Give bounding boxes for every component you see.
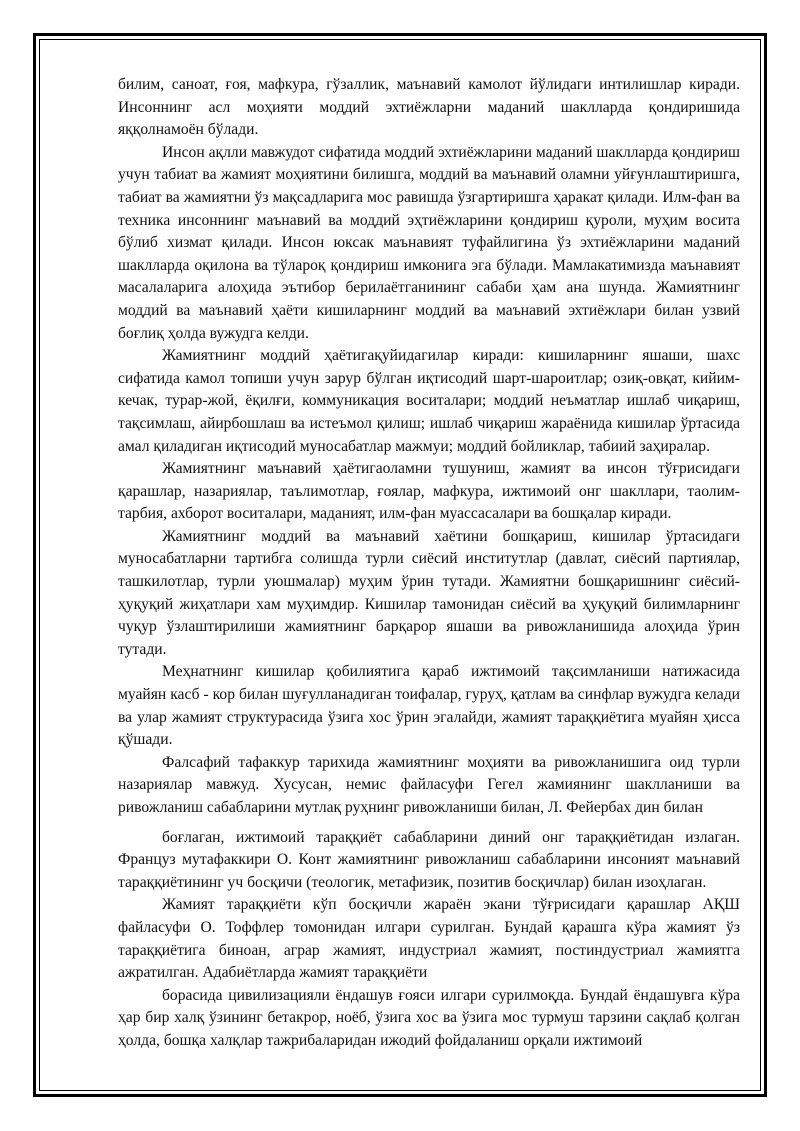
- paragraph-6: Меҳнатнинг кишилар қобилиятига қараб ижтимоий тақсимланиши натижасида муайян касб - кор билан шуғулланадиган тоифалар, гуруҳ, қатлам ва синфлар вужудга келади ва улар жамият структурасида ўзига хос ўрин эгалайди, жамият тараққиётига муайян ҳисса қўшади.: [118, 663, 740, 749]
- paragraph-7: Фалсафий тафаккур тарихида жамиятнинг моҳияти ва ривожланишига оид турли назариялар мавжуд. Хусусан, немис файласуфи Гегел жамиянинг шаклланиши ва ривожланиш сабабларини мутлақ руҳнинг ривожланиши билан, Л. Фейербах дин билан: [118, 753, 740, 816]
- paragraph-10: борасида цивилизацияли ёндашув ғояси илгари сурилмоқда. Бундай ёндашувга кўра ҳар бир халқ ўзининг бетакрор, ноёб, ўзига хос ва ўзига мос турмуш тарзини сақлаб қолган ҳолда, бошқа халқлар тажрибаларидан ижодий фойдаланиш орқали ижтимоий: [118, 986, 740, 1049]
- paragraph-9: Жамият тараққиёти кўп босқичли жараён экани тўғрисидаги қарашлар АҚШ файласуфи О. Тоффлер томонидан илгари сурилган. Бундай қарашга кўра жамият ўз тараққиётига биноан, аграр жамият, индустриал жамият, постиндустриал жамиятга ажратилган. Адабиётларда жамият тараққиёти: [118, 896, 740, 982]
- paragraph-8: боғлаган, ижтимоий тараққиёт сабабларини диний онг тараққиётидан излаган. Француз мутафаккири О. Конт жамиятнинг ривожланиш сабабларини инсоният маънавий тараққиётининг уч босқичи (теологик, метафизик, позитив босқичлар) билан изоҳлаган.: [118, 828, 740, 891]
- paragraph-3: Жамиятнинг моддий ҳаётигақуйидагилар киради: кишиларнинг яшаши, шахс сифатида камол топиши учун зарур бўлган иқтисодий шарт-шароитлар; озиқ-овқат, кийим-кечак, турар-жой, ёқилғи, коммуникация воситалари; моддий неъматлар ишлаб чиқариш, тақсимлаш, айирбошлаш ва истеъмол қилиш; ишлаб чиқариш жараёнида кишилар ўртасида амал қиладиган иқтисодий муносабатлар мажмуи; моддий бойликлар, табиий заҳиралар.: [118, 347, 740, 455]
- document-body: [118, 74, 740, 1053]
- paragraph-2: Инсон ақлли мавжудот сифатида моддий эхтиёжларини маданий шаклларда қондириш учун табиат ва жамият моҳиятини билишга, моддий ва маънавий оламни уйғунлаштиришга, табиат ва жамиятни ўз мақсадларига мос равишда ўзгартиришга ҳаракат қилади. Илм-фан ва техника инсоннинг маънавий ва моддий эҳтиёжларини қондириш қуроли, муҳим восита бўлиб хизмат қилади. Инсон юксак маънавият туфайлигина ўз эхтиёжларини маданий шаклларда оқилона ва тўлароқ қондириш имконига эга бўлади. Мамлакатимизда маънавият масалаларига алоҳида эътибор берилаётганининг сабаби ҳам ана шунда. Жамиятнинг моддий ва маънавий ҳаёти кишиларнинг моддий ва маънавий эхтиёжлари билан узвий боғлиқ ҳолда вужудга келди.: [118, 143, 740, 342]
- paragraph-4: Жамиятнинг маънавий ҳаётигаоламни тушуниш, жамият ва инсон тўғрисидаги қарашлар, назариялар, таълимотлар, ғоялар, мафкура, ижтимоий онг шакллари, таолим-тарбия, ахборот воситалари, маданият, илм-фан муассасалари ва бошқалар киради.: [118, 460, 740, 523]
- paragraph-5: Жамиятнинг моддий ва маънавий хаётини бошқариш, кишилар ўртасидаги муносабатларни тартибга солишда турли сиёсий институтлар (давлат, сиёсий партиялар, ташкилотлар, турли уюшмалар) муҳим ўрин тутади. Жамиятни бошқаришнинг сиёсий-ҳуқуқий жиҳатлари хам муҳимдир. Кишилар тамонидан сиёсий ва ҳуқуқий билимларнинг чуқур ўзлаштирилиши жамиятнинг барқарор яшаши ва ривожланишида алоҳида ўрин тутади.: [118, 527, 740, 658]
- paragraph-1: билим, саноат, ғоя, мафкура, гўзаллик, маънавий камолот йўлидаги интилишлар киради. Инсоннинг асл моҳияти моддий эхтиёжларни маданий шаклларда қондиришида яққолнамоён бўлади.: [118, 76, 740, 139]
